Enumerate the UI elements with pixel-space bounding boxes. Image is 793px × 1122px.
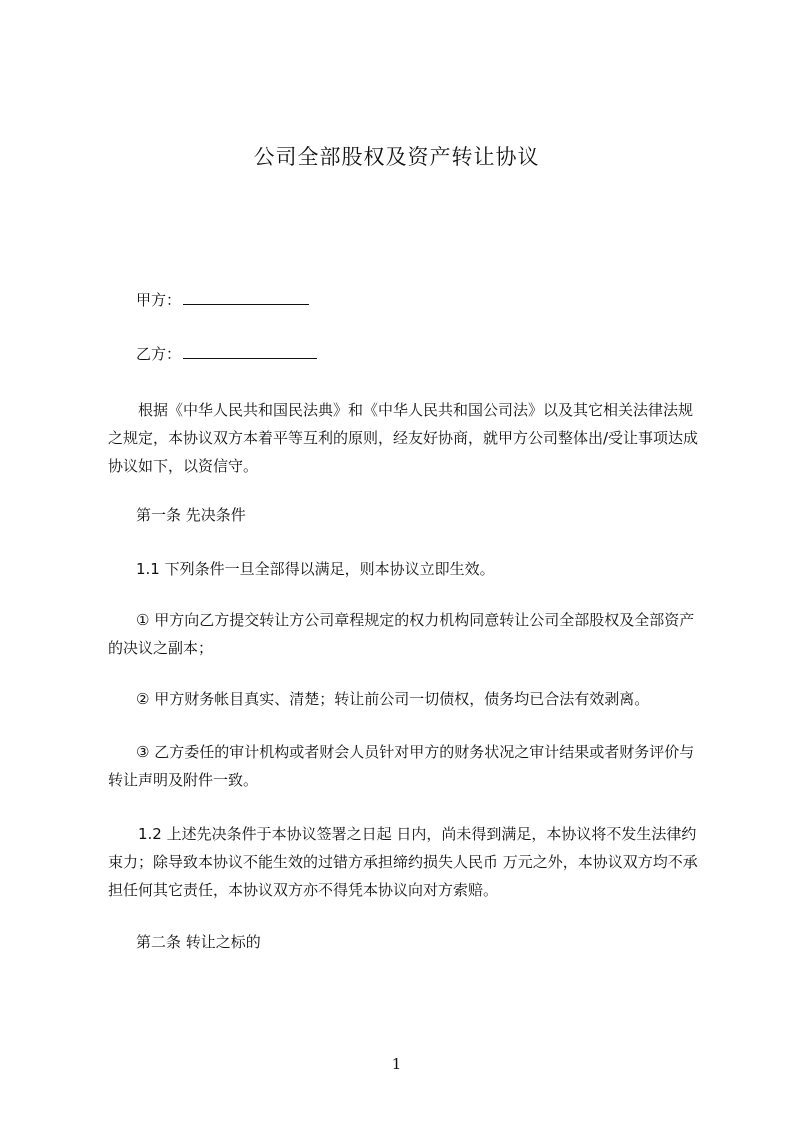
party-a-label: 甲方： bbox=[136, 291, 182, 309]
condition-3-paragraph: ③ 乙方委任的审计机构或者财会人员针对甲方的财务状况之审计结果或者财务评价与转让声明及附件一致。 bbox=[108, 743, 695, 789]
document-title: 公司全部股权及资产转让协议 bbox=[253, 145, 540, 169]
party-b-blank bbox=[183, 344, 317, 359]
party-a-line bbox=[136, 290, 309, 310]
clause-1-1: 1.1 下列条件一旦全部得以满足，则本协议立即生效。 bbox=[136, 560, 495, 578]
party-a-blank bbox=[183, 290, 309, 305]
condition-1-paragraph: ① 甲方向乙方提交转让方公司章程规定的权力机构同意转让公司全部股权及全部资产的决议之副本； bbox=[108, 611, 695, 657]
party-b-line bbox=[136, 344, 317, 364]
clause-1-2-paragraph: 1.2 上述先决条件于本协议签署之日起 日内，尚未得到满足，本协议将不发生法律约束力；除导致本协议不能生效的过错方承担缔约损失人民币 万元之外，本协议双方均不承担任何其它责任，本协议双方亦不得凭本协议向对方索赔。 bbox=[108, 825, 698, 899]
article-2-heading: 第二条 转让之标的 bbox=[136, 933, 261, 951]
page-number: 1 bbox=[391, 1055, 402, 1073]
preamble-paragraph: 根据《中华人民共和国民法典》和《中华人民共和国公司法》以及其它相关法律法规之规定，本协议双方本着平等互利的原则，经友好协商，就甲方公司整体出/受让事项达成协议如下，以资信守。 bbox=[108, 401, 699, 475]
condition-2-paragraph: ② 甲方财务帐目真实、清楚；转让前公司一切债权，债务均已合法有效剥离。 bbox=[136, 690, 650, 708]
party-b-label: 乙方： bbox=[136, 345, 182, 363]
article-1-heading: 第一条 先决条件 bbox=[136, 506, 246, 524]
